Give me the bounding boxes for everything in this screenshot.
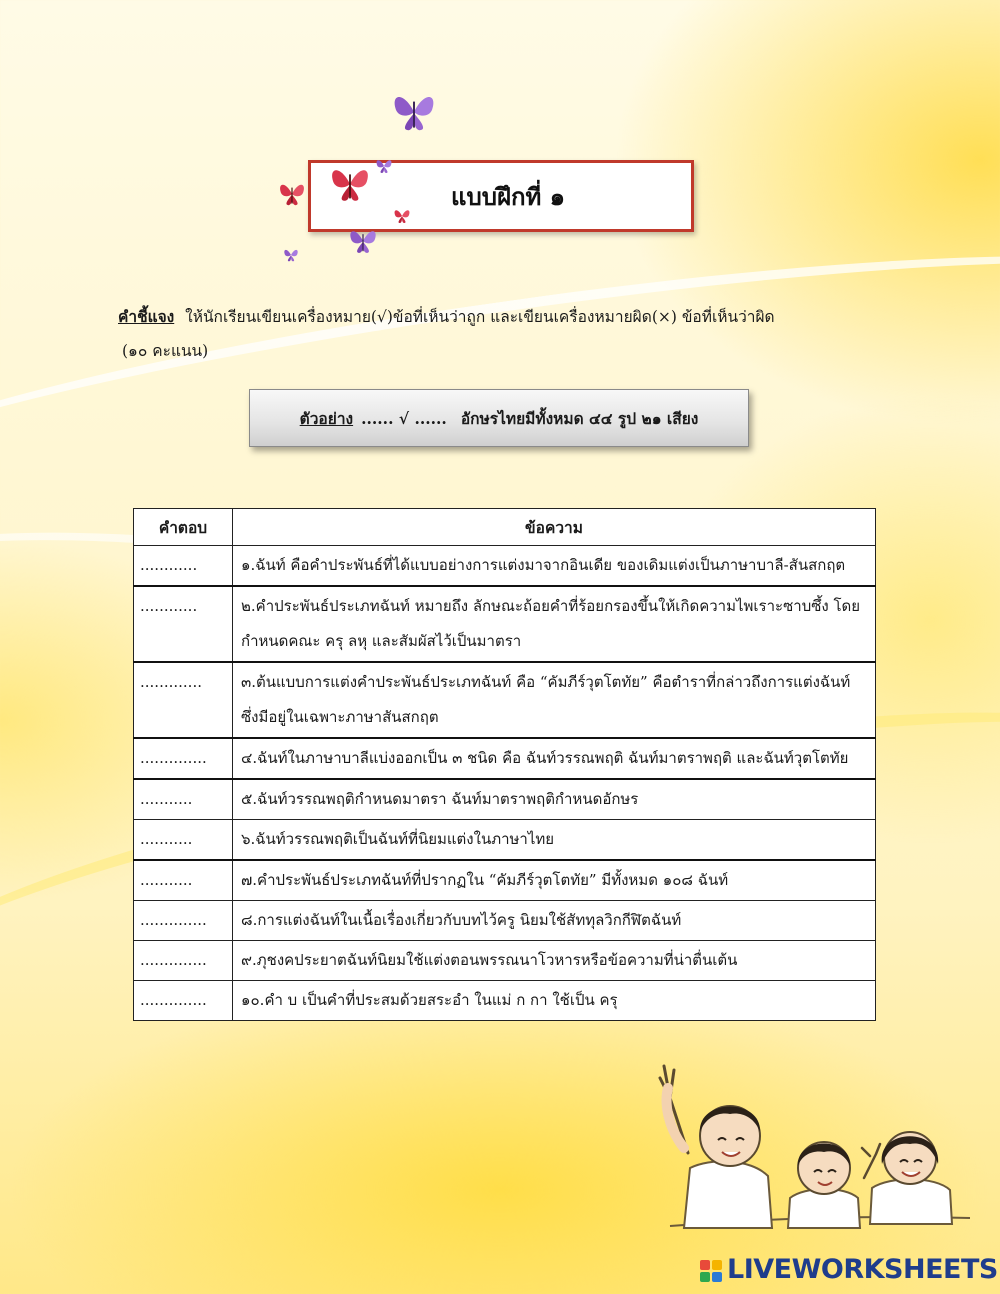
statement-text: ๑๐.คำ บ เป็นคำที่ประสมด้วยสระอำ ในแม่ ก กา ใช้เป็น ครุ xyxy=(233,981,876,1021)
example-label: ตัวอย่าง xyxy=(299,408,354,428)
table-row xyxy=(134,820,876,861)
question-table xyxy=(133,508,876,1021)
table-row xyxy=(134,941,876,981)
answer-blank[interactable]: ........... xyxy=(134,779,233,820)
table-row xyxy=(134,901,876,941)
instructions-score: (๑๐ คะแนน) xyxy=(122,342,209,360)
table-row xyxy=(134,586,876,662)
statement-text: ๒.คำประพันธ์ประเภทฉันท์ หมายถึง ลักษณะถ้อยคำที่ร้อยกรองขึ้นให้เกิดความไพเราะซาบซึ้ง โดยกำหนดคณะ ครุ ลหุ และสัมผัสไว้เป็นมาตรา xyxy=(233,586,876,662)
table-row xyxy=(134,738,876,779)
red-butterfly-icon xyxy=(326,160,374,208)
example-box xyxy=(249,389,749,447)
table-row xyxy=(134,981,876,1021)
answer-blank[interactable]: .............. xyxy=(134,981,233,1021)
instructions xyxy=(118,300,878,368)
statement-text: ๗.คำประพันธ์ประเภทฉันท์ที่ปรากฏใน “คัมภีร์วุตโตทัย” มีทั้งหมด ๑๐๘ ฉันท์ xyxy=(233,860,876,901)
answer-blank[interactable]: ............ xyxy=(134,586,233,662)
liveworksheets-logo-icon xyxy=(700,1260,722,1282)
children-illustration xyxy=(650,1058,990,1258)
answer-blank[interactable]: .............. xyxy=(134,901,233,941)
table-row xyxy=(134,779,876,820)
statement-text: ๘.การแต่งฉันท์ในเนื้อเรื่องเกี่ยวกับบทไว้ครู นิยมใช้สัททุลวิกกีฬิตฉันท์ xyxy=(233,901,876,941)
answer-blank[interactable]: .............. xyxy=(134,738,233,779)
statement-text: ๓.ต้นแบบการแต่งคำประพันธ์ประเภทฉันท์ คือ “คัมภีร์วุตโตทัย” คือตำราที่กล่าวถึงการแต่งฉันท์ ซึ่งมีอยู่ในเฉพาะภาษาสันสกฤต xyxy=(233,662,876,738)
purple-butterfly-icon xyxy=(374,156,394,176)
example-answer: ...... √ ...... xyxy=(361,408,447,428)
table-header-row xyxy=(134,509,876,546)
statement-text: ๙.ภุชงคประยาตฉันท์นิยมใช้แต่งตอนพรรณนาโวหารหรือข้อความที่น่าตื่นเต้น xyxy=(233,941,876,981)
table-row xyxy=(134,662,876,738)
statement-text: ๔.ฉันท์ในภาษาบาลีแบ่งออกเป็น ๓ ชนิด คือ ฉันท์วรรณพฤติ ฉันท์มาตราพฤติ และฉันท์วุตโตทัย xyxy=(233,738,876,779)
answer-blank[interactable]: .............. xyxy=(134,941,233,981)
purple-butterfly-icon xyxy=(282,246,300,264)
purple-butterfly-icon xyxy=(346,224,380,258)
statement-text: ๕.ฉันท์วรรณพฤติกำหนดมาตรา ฉันท์มาตราพฤติกำหนดอักษร xyxy=(233,779,876,820)
answer-blank[interactable]: ........... xyxy=(134,860,233,901)
red-butterfly-icon xyxy=(392,206,412,226)
answer-blank[interactable]: ............. xyxy=(134,662,233,738)
example-text: อักษรไทยมีทั้งหมด ๔๔ รูป ๒๑ เสียง xyxy=(460,408,699,428)
answer-blank[interactable]: ........... xyxy=(134,820,233,861)
statement-text: ๖.ฉันท์วรรณพฤติเป็นฉันท์ที่นิยมแต่งในภาษาไทย xyxy=(233,820,876,861)
red-butterfly-icon xyxy=(276,178,308,210)
instructions-label: คำชี้แจง xyxy=(118,307,175,326)
liveworksheets-logo-text: LIVEWORKSHEETS xyxy=(727,1254,998,1285)
header-answer: คำตอบ xyxy=(134,509,233,546)
page-title: แบบฝึกที่ ๑ xyxy=(451,183,565,211)
table-row xyxy=(134,860,876,901)
statement-text: ๑.ฉันท์ คือคำประพันธ์ที่ได้แบบอย่างการแต่งมาจากอินเดีย ของเดิมแต่งเป็นภาษาบาลี-สันสกฤต xyxy=(233,546,876,587)
instructions-text: ให้นักเรียนเขียนเครื่องหมาย(√)ข้อที่เห็นว่าถูก และเขียนเครื่องหมายผิด(×) ข้อที่เห็นว่าผิด xyxy=(185,308,775,326)
table-row xyxy=(134,546,876,587)
purple-butterfly-icon xyxy=(388,86,440,138)
answer-blank[interactable]: ............ xyxy=(134,546,233,587)
header-statement: ข้อความ xyxy=(233,509,876,546)
